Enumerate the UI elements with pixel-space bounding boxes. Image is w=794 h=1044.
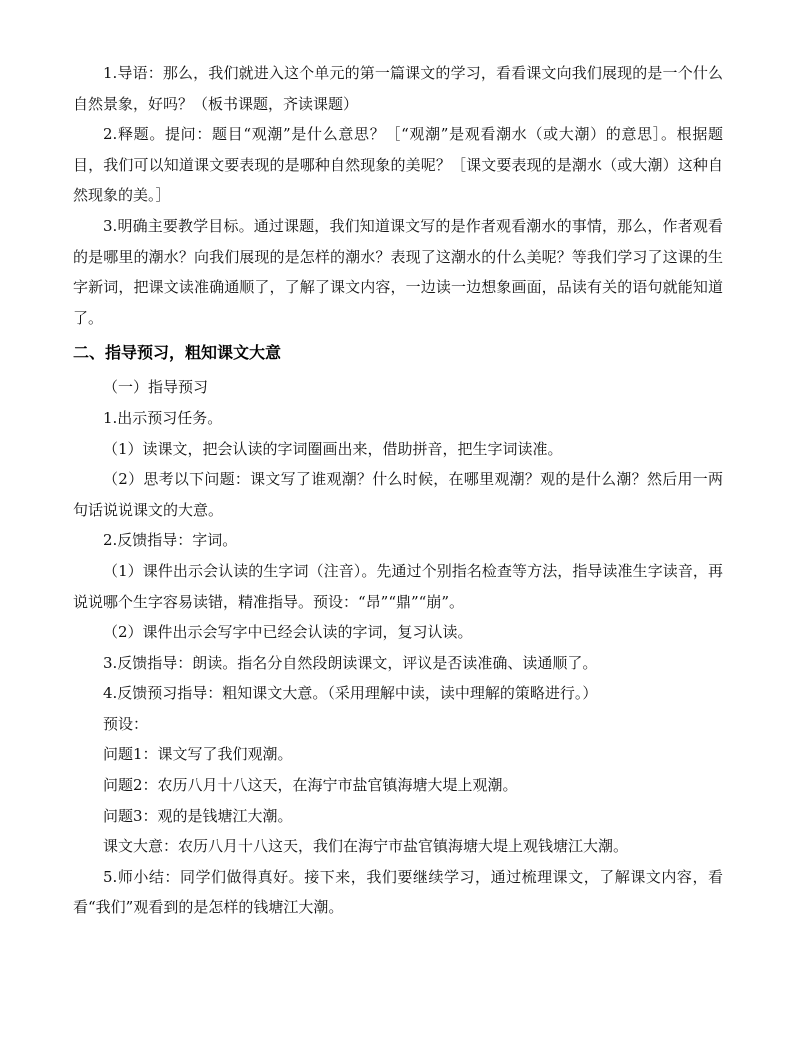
preset-question-1: 问题1：课文写了我们观潮。	[103, 745, 293, 764]
document-body	[73, 58, 723, 923]
preview-task-think: （2）思考以下问题：课文写了谁观潮？什么时候，在哪里观潮？观的是什么潮？然后用一两句话说说课文的大意。	[73, 470, 723, 519]
preview-task-item: 1.出示预习任务。	[103, 408, 223, 427]
subsection-title: （一）指导预习	[103, 378, 209, 397]
intro-paragraph-teaching-goals: 3.明确主要教学目标。通过课题，我们知道课文写的是作者观看潮水的事情，那么，作者观看的是哪里的潮水？向我们展现的是怎样的潮水？表现了这潮水的什么美呢？等我们学习了这课的生字新词，把课文读准确通顺了，了解了课文内容，一边读一边想象画面，品读有关的语句就能知道了。	[73, 216, 723, 327]
feedback-vocabulary-review: （2）课件出示会写字中已经会认读的字词，复习认读。	[103, 623, 473, 642]
preset-question-2: 问题2：农历八月十八这天，在海宁市盐官镇海塘大堤上观潮。	[103, 776, 518, 795]
intro-paragraph-title-explanation: 2.释题。提问：题目“观潮”是什么意思？［“观潮”是观看潮水（或大潮）的意思］。根据题目，我们可以知道课文要表现的是哪种自然现象的美呢？［课文要表现的是潮水（或大潮）这种自然现象的美。］	[73, 125, 723, 205]
section-heading: 二、指导预习，粗知课文大意	[73, 343, 282, 363]
feedback-vocabulary-read: （1）课件出示会认读的生字词（注音）。先通过个别指名检查等方法，指导读准生字读音，再说说哪个生字容易读错，精准指导。预设：“昂”“鼎”“崩”。	[73, 561, 723, 611]
teacher-summary: 5.师小结：同学们做得真好。接下来，我们要继续学习，通过梳理课文，了解课文内容，看看“我们”观看到的是怎样的钱塘江大潮。	[73, 867, 723, 917]
preset-label: 预设：	[103, 714, 149, 733]
lesson-main-idea: 课文大意：农历八月十八这天，我们在海宁市盐官镇海塘大堤上观钱塘江大潮。	[103, 837, 629, 856]
preset-question-3: 问题3：观的是钱塘江大潮。	[103, 806, 293, 825]
preview-task-read: （1）读课文，把会认读的字词圈画出来，借助拼音，把生字词读准。	[103, 439, 563, 458]
feedback-summary-item: 4.反馈预习指导：粗知课文大意。（采用理解中读，读中理解的策略进行。）	[103, 684, 598, 703]
feedback-vocabulary-item: 2.反馈指导：字词。	[103, 531, 238, 550]
feedback-reading-item: 3.反馈指导：朗读。指名分自然段朗读课文，评议是否读准确、读通顺了。	[103, 653, 598, 672]
intro-paragraph-lead-in: 1.导语：那么，我们就进入这个单元的第一篇课文的学习，看看课文向我们展现的是一个什么自然景象，好吗？（板书课题，齐读课题）	[73, 64, 723, 113]
